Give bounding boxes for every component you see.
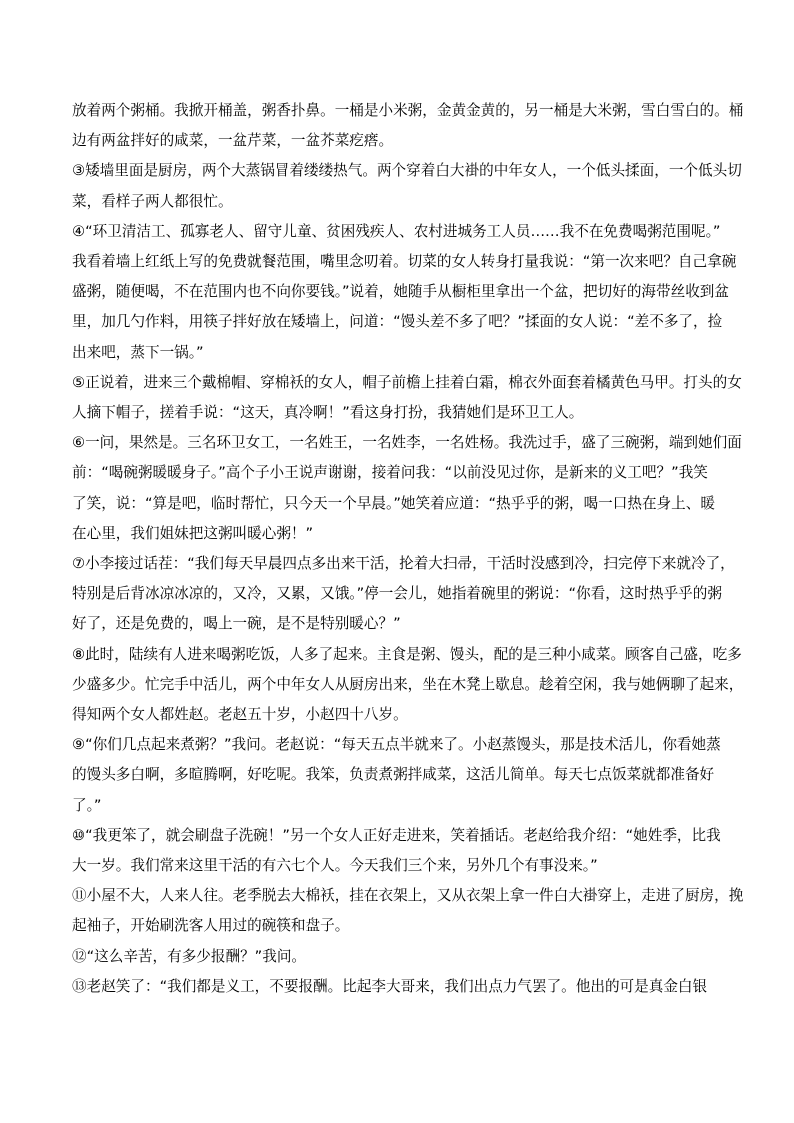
paragraph (72, 942, 722, 972)
paragraph (72, 368, 742, 428)
paragraph (72, 821, 722, 881)
text-line: ⑩“我更笨了，就会刷盘子洗碗！”另一个女人正好走进来，笑着插话。老赵给我介绍：“她姓季，比我 (72, 826, 721, 844)
paragraph (72, 730, 722, 821)
text-line: 人摘下帽子，搓着手说：“这天，真冷啊！”看这身打扮，我猜她们是环卫工人。 (72, 404, 584, 422)
paragraph (72, 96, 744, 156)
text-line: 里，加几勺作料，用筷子拌好放在矮墙上，问道：“馒头差不多了吧？”揉面的女人说：“差不多了，捡 (72, 313, 723, 331)
text-line: 菜，看样子两人都很忙。 (72, 192, 233, 210)
paragraph (72, 972, 722, 1002)
text-line: 好了，还是免费的，喝上一碗，是不是特别暖心？” (72, 615, 401, 633)
text-line: 大一岁。我们常来这里干活的有六七个人。今天我们三个来，另外几个有事没来。” (72, 857, 598, 875)
text-line: ⑪小屋不大，人来人往。老季脱去大棉袄，挂在衣架上，又从衣架上拿一件白大褂穿上，走进了厨房，挽 (72, 887, 744, 905)
text-line: 我看着墙上红纸上写的免费就餐范围，嘴里念叨着。切菜的女人转身打量我说：“第一次来吧？自己拿碗 (72, 253, 737, 271)
text-line: ⑫“这么辛苦，有多少报酬？”我问。 (72, 947, 307, 965)
text-line: ③矮墙里面是厨房，两个大蒸锅冒着缕缕热气。两个穿着白大褂的中年女人，一个低头揉面，一个低头切 (72, 162, 742, 180)
text-line: 了。” (72, 796, 102, 814)
text-line: ⑦小李接过话茬：“我们每天早晨四点多出来干活，抡着大扫帚，干活时没感到冷，扫完停下来就冷了， (72, 555, 735, 573)
text-line: ⑧此时，陆续有人进来喝粥吃饭，人多了起来。主食是粥、馒头，配的是三种小咸菜。顾客自己盛，吃多 (72, 645, 742, 663)
text-line: ⑥一问，果然是。三名环卫女工，一名姓王，一名姓李，一名姓杨。我洗过手，盛了三碗粥，端到她们面 (72, 434, 742, 452)
text-line: 得知两个女人都姓赵。老赵五十岁，小赵四十八岁。 (72, 706, 408, 724)
text-line: 在心里，我们姐妹把这粥叫暖心粥！” (72, 524, 314, 542)
text-line: ⑬老赵笑了：“我们都是义工，不要报酬。比起李大哥来，我们出点力气罢了。他出的可是真金白银 (72, 977, 708, 995)
text-line: 少盛多少。忙完手中活儿，两个中年女人从厨房出来，坐在木凳上歇息。趁着空闲，我与她俩聊了起来， (72, 675, 744, 693)
paragraph (72, 881, 744, 941)
text-line: 放着两个粥桶。我掀开桶盖，粥香扑鼻。一桶是小米粥，金黄金黄的，另一桶是大米粥，雪白雪白的。桶 (72, 102, 744, 119)
text-line: ⑤正说着，进来三个戴棉帽、穿棉袄的女人，帽子前檐上挂着白霜，棉衣外面套着橘黄色马甲。打头的女 (72, 373, 742, 391)
text-line: 前：“喝碗粥暖暖身子。”高个子小王说声谢谢，接着问我：“以前没见过你，是新来的义工吧？”我笑 (72, 464, 708, 482)
text-line: 的馒头多白啊，多暄腾啊，好吃呢。我笨，负责煮粥拌咸菜，这活儿简单。每天七点饭菜就都准备好 (72, 766, 715, 784)
article-body (72, 96, 744, 1002)
paragraph (72, 428, 742, 549)
text-line: 特别是后背冰凉冰凉的，又冷，又累，又饿。”停一会儿，她指着碗里的粥说：“你看，这时热乎乎的粥 (72, 585, 722, 603)
paragraph (72, 217, 737, 368)
paragraph (72, 640, 744, 731)
text-line: 起袖子，开始刷洗客人用过的碗筷和盘子。 (72, 917, 350, 935)
text-line: ④“环卫清洁工、孤寡老人、留守儿童、贫困残疾人、农村进城务工人员……我不在免费喝粥范围呢。” (72, 222, 721, 240)
paragraph (72, 549, 735, 640)
text-line: 盛粥，随便喝，不在范围内也不向你要钱。”说着，她随手从橱柜里拿出一个盆，把切好的海带丝收到盆 (72, 283, 729, 301)
text-line: ⑨“你们几点起来煮粥？”我问。老赵说：“每天五点半就来了。小赵蒸馒头，那是技术活儿，你看她蒸 (72, 736, 721, 754)
text-line: 了笑，说：“算是吧，临时帮忙，只今天一个早晨。”她笑着应道：“热乎乎的粥，喝一口热在身上、暖 (72, 494, 715, 512)
text-line: 边有两盆拌好的咸菜，一盆芹菜，一盆芥菜疙瘩。 (72, 132, 394, 150)
text-line: 出来吧，蒸下一锅。” (72, 343, 204, 361)
paragraph (72, 156, 742, 216)
